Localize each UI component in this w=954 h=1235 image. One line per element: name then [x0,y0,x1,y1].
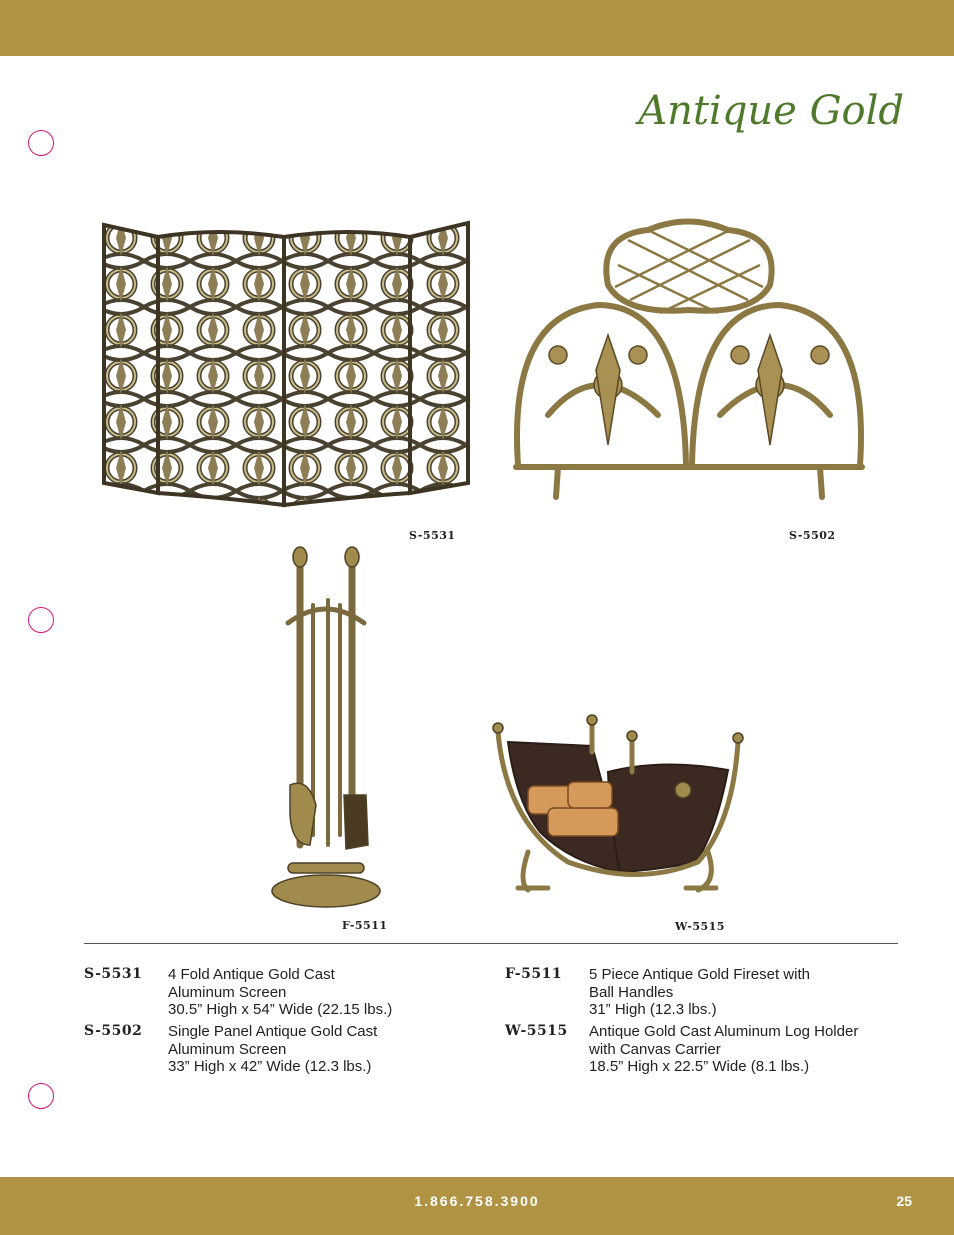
spec-entry-s5502 [84,1023,484,1078]
product-label-s5531: S-5531 [409,529,456,542]
product-label-f5511: F-5511 [342,919,388,932]
product-label-s5502: S-5502 [789,529,836,542]
product-image-w5515 [488,712,748,904]
phone-number: 1.866.758.3900 [414,1193,540,1209]
punch-hole-mark [28,1083,54,1109]
header-band [0,0,954,56]
punch-hole-mark [28,130,54,156]
page-number: 25 [896,1193,912,1209]
product-image-s5531 [98,215,474,515]
spec-entry-f5511 [505,966,905,1021]
spec-description: 4 Fold Antique Gold Cast Aluminum Screen 30.5” High x 54” Wide (22.15 lbs.) [168,966,393,1018]
page-title: Antique Gold [638,88,904,134]
spec-sku: S-5531 [84,966,143,982]
spec-sku: S-5502 [84,1023,143,1039]
section-divider [84,943,898,944]
spec-description: 5 Piece Antique Gold Fireset with Ball Handles 31” High (12.3 lbs.) [589,966,810,1018]
product-label-w5515: W-5515 [675,920,725,933]
punch-hole-mark [28,607,54,633]
spec-sku: F-5511 [505,966,563,982]
spec-description: Single Panel Antique Gold Cast Aluminum Screen 33” High x 42” Wide (12.3 lbs.) [168,1023,378,1075]
spec-entry-w5515 [505,1023,905,1078]
spec-sku: W-5515 [505,1023,568,1039]
product-image-s5502 [508,215,870,513]
product-image-f5511 [268,545,384,917]
spec-description: Antique Gold Cast Aluminum Log Holder with Canvas Carrier 18.5” High x 22.5” Wide (8.1 lbs.) [589,1023,859,1075]
spec-entry-s5531 [84,966,484,1021]
